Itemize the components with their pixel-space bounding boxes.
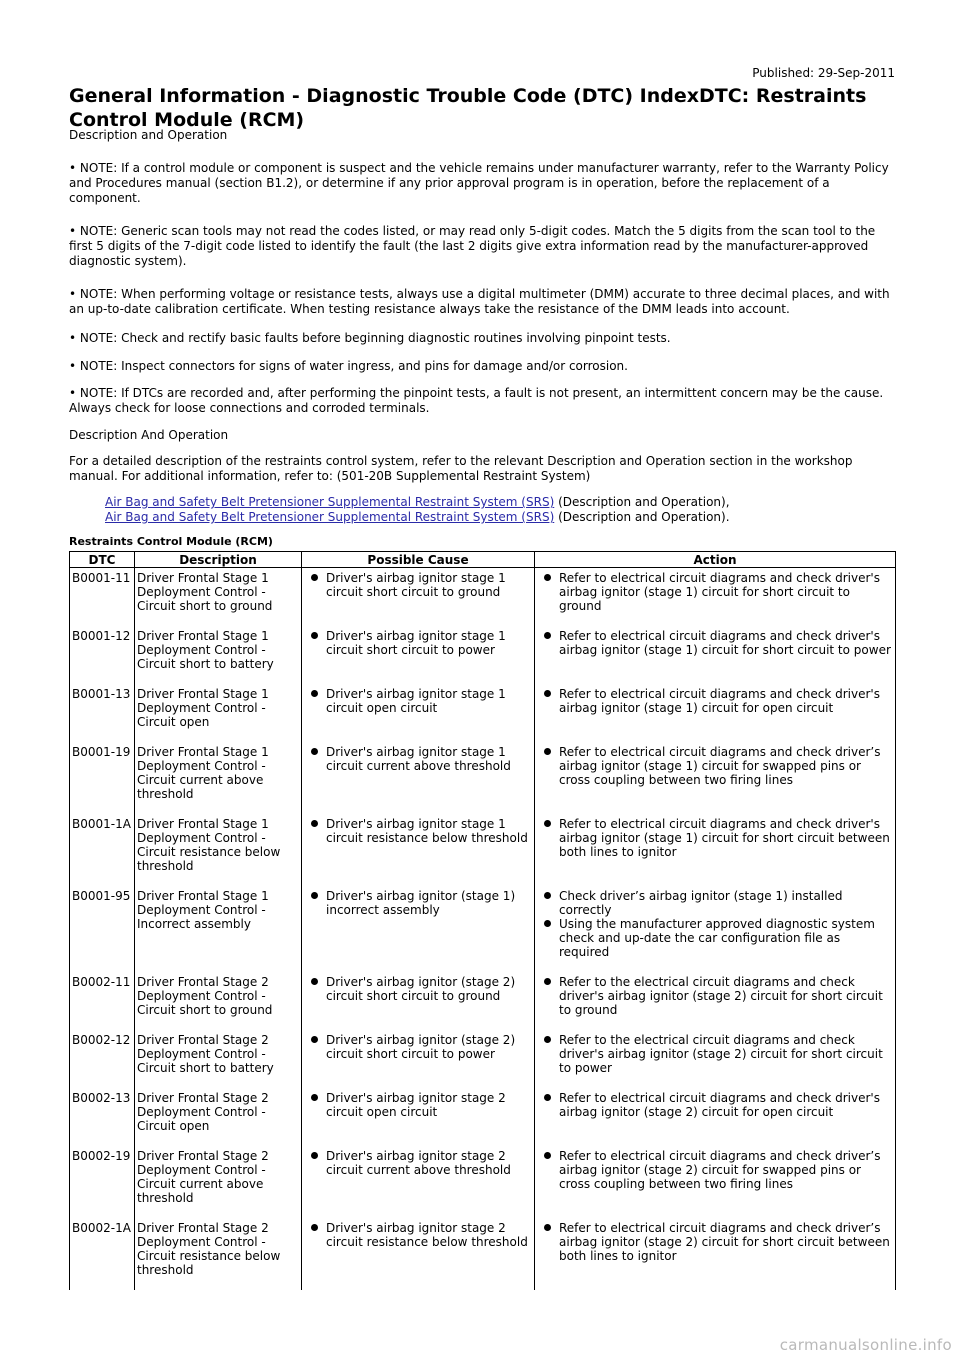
possible-cause-cell <box>302 1030 535 1088</box>
table-row <box>70 1030 896 1088</box>
dtc-description: Driver Frontal Stage 1 Deployment Control - Circuit short to battery <box>135 626 302 684</box>
note-basic-faults: • NOTE: Check and rectify basic faults before beginning diagnostic routines involving pinpoint tests. <box>69 331 671 345</box>
table-row <box>70 814 896 886</box>
note-connectors: • NOTE: Inspect connectors for signs of water ingress, and pins for damage and/or corrosion. <box>69 359 628 373</box>
action-cell <box>535 684 896 742</box>
table-row <box>70 568 896 627</box>
column-header-action: Action <box>535 552 896 568</box>
action-cell <box>535 1146 896 1218</box>
reference-line-1 <box>105 495 730 509</box>
action-list <box>537 629 893 657</box>
action-list <box>537 889 893 959</box>
possible-cause-cell <box>302 886 535 972</box>
dtc-code: B0001-11 <box>70 568 135 627</box>
dtc-code: B0001-19 <box>70 742 135 814</box>
dtc-description: Driver Frontal Stage 2 Deployment Control - Circuit short to battery <box>135 1030 302 1088</box>
action-item: Refer to electrical circuit diagrams and check driver's airbag ignitor (stage 1) circuit for open circuit <box>559 687 893 715</box>
cause-item: Driver's airbag ignitor (stage 2) circuit short circuit to power <box>326 1033 532 1061</box>
dtc-code: B0002-11 <box>70 972 135 1030</box>
dtc-code: B0002-13 <box>70 1088 135 1146</box>
description-heading: Description and Operation <box>69 128 228 142</box>
cause-list <box>304 745 532 773</box>
action-cell <box>535 626 896 684</box>
action-list <box>537 1033 893 1075</box>
cause-item: Driver's airbag ignitor stage 1 circuit open circuit <box>326 687 532 715</box>
dtc-description: Driver Frontal Stage 1 Deployment Control - Circuit current above threshold <box>135 742 302 814</box>
possible-cause-cell <box>302 742 535 814</box>
reference-suffix: (Description and Operation). <box>554 510 730 524</box>
possible-cause-cell <box>302 1146 535 1218</box>
cause-item: Driver's airbag ignitor stage 1 circuit short circuit to ground <box>326 571 532 599</box>
note-scan-tools: • NOTE: Generic scan tools may not read the codes listed, or may read only 5-digit codes. Match the 5 digits from the scan tool to the first 5 digits of the 7-digit code listed to identify the fault (the last 2 digits give extra information read by the manufacturer-approved diagnostic system). <box>69 224 876 268</box>
column-header-description: Description <box>135 552 302 568</box>
action-item: Refer to electrical circuit diagrams and check driver’s airbag ignitor (stage 2) circuit for swapped pins or cross coupling between two firing lines <box>559 1149 893 1191</box>
page-title: General Information - Diagnostic Trouble Code (DTC) IndexDTC: Restraints Control Module (RCM) <box>69 85 867 131</box>
cause-list <box>304 975 532 1003</box>
action-list <box>537 817 893 859</box>
action-item: Refer to electrical circuit diagrams and check driver’s airbag ignitor (stage 1) circuit for swapped pins or cross coupling between two firing lines <box>559 745 893 787</box>
action-list <box>537 571 893 613</box>
cause-list <box>304 817 532 845</box>
action-item: Refer to the electrical circuit diagrams and check driver's airbag ignitor (stage 2) circuit for short circuit to power <box>559 1033 893 1075</box>
action-list <box>537 1091 893 1119</box>
cause-item: Driver's airbag ignitor stage 2 circuit current above threshold <box>326 1149 532 1177</box>
srs-link[interactable]: Air Bag and Safety Belt Pretensioner Supplemental Restraint System (SRS) <box>105 495 555 509</box>
section-heading: Description And Operation <box>69 428 229 442</box>
dtc-code: B0002-1A <box>70 1218 135 1290</box>
action-list <box>537 1149 893 1191</box>
possible-cause-cell <box>302 684 535 742</box>
action-cell <box>535 886 896 972</box>
action-item: Check driver’s airbag ignitor (stage 1) installed correctly <box>559 889 893 917</box>
action-cell <box>535 742 896 814</box>
table-row <box>70 1218 896 1290</box>
possible-cause-cell <box>302 1088 535 1146</box>
column-header-possible-cause: Possible Cause <box>302 552 535 568</box>
note-dmm: • NOTE: When performing voltage or resistance tests, always use a digital multimeter (DMM) accurate to three decimal places, and with an up-to-date calibration certificate. When testing resistance always take the resistance of the DMM leads into account. <box>69 287 890 316</box>
cause-item: Driver's airbag ignitor stage 1 circuit short circuit to power <box>326 629 532 657</box>
table-row <box>70 972 896 1030</box>
dtc-description: Driver Frontal Stage 1 Deployment Control - Circuit short to ground <box>135 568 302 627</box>
action-cell <box>535 568 896 627</box>
cause-list <box>304 1221 532 1249</box>
action-list <box>537 745 893 787</box>
dtc-description: Driver Frontal Stage 1 Deployment Control - Circuit open <box>135 684 302 742</box>
cause-list <box>304 1091 532 1119</box>
action-item: Refer to the electrical circuit diagrams and check driver's airbag ignitor (stage 2) circuit for short circuit to ground <box>559 975 893 1017</box>
table-row <box>70 626 896 684</box>
action-cell <box>535 814 896 886</box>
cause-item: Driver's airbag ignitor stage 2 circuit open circuit <box>326 1091 532 1119</box>
action-cell <box>535 1030 896 1088</box>
table-row <box>70 1088 896 1146</box>
action-item: Refer to electrical circuit diagrams and check driver's airbag ignitor (stage 1) circuit for short circuit to power <box>559 629 893 657</box>
action-item: Refer to electrical circuit diagrams and check driver’s airbag ignitor (stage 2) circuit for short circuit between both lines to ignitor <box>559 1221 893 1263</box>
note-intermittent: • NOTE: If DTCs are recorded and, after performing the pinpoint tests, a fault is not present, an intermittent concern may be the cause. Always check for loose connections and corroded terminals. <box>69 386 884 415</box>
dtc-description: Driver Frontal Stage 2 Deployment Control - Circuit short to ground <box>135 972 302 1030</box>
reference-line-2 <box>105 510 730 524</box>
dtc-table <box>69 551 896 1290</box>
cause-list <box>304 889 532 917</box>
cause-item: Driver's airbag ignitor stage 1 circuit current above threshold <box>326 745 532 773</box>
dtc-code: B0001-1A <box>70 814 135 886</box>
possible-cause-cell <box>302 814 535 886</box>
cause-item: Driver's airbag ignitor (stage 1) incorrect assembly <box>326 889 532 917</box>
cause-list <box>304 1033 532 1061</box>
dtc-description: Driver Frontal Stage 2 Deployment Control - Circuit current above threshold <box>135 1146 302 1218</box>
dtc-code: B0002-19 <box>70 1146 135 1218</box>
action-cell <box>535 1088 896 1146</box>
table-row <box>70 742 896 814</box>
published-date: Published: 29-Sep-2011 <box>752 66 895 80</box>
action-cell <box>535 1218 896 1290</box>
action-cell <box>535 972 896 1030</box>
cause-list <box>304 687 532 715</box>
possible-cause-cell <box>302 1218 535 1290</box>
column-header-dtc: DTC <box>70 552 135 568</box>
possible-cause-cell <box>302 626 535 684</box>
cause-item: Driver's airbag ignitor stage 1 circuit resistance below threshold <box>326 817 532 845</box>
dtc-code: B0001-95 <box>70 886 135 972</box>
cause-list <box>304 1149 532 1177</box>
dtc-description: Driver Frontal Stage 2 Deployment Control - Circuit open <box>135 1088 302 1146</box>
table-title: Restraints Control Module (RCM) <box>69 535 273 548</box>
action-list <box>537 1221 893 1263</box>
dtc-description: Driver Frontal Stage 2 Deployment Control - Circuit resistance below threshold <box>135 1218 302 1290</box>
dtc-code: B0001-12 <box>70 626 135 684</box>
section-paragraph: For a detailed description of the restraints control system, refer to the relevant Description and Operation section in the workshop manual. For additional information, refer to: (501-20B Supplemental Restraint System) <box>69 454 853 483</box>
srs-link[interactable]: Air Bag and Safety Belt Pretensioner Supplemental Restraint System (SRS) <box>105 510 555 524</box>
possible-cause-cell <box>302 972 535 1030</box>
possible-cause-cell <box>302 568 535 627</box>
cause-item: Driver's airbag ignitor (stage 2) circuit short circuit to ground <box>326 975 532 1003</box>
action-item: Refer to electrical circuit diagrams and check driver's airbag ignitor (stage 2) circuit for open circuit <box>559 1091 893 1119</box>
action-item: Refer to electrical circuit diagrams and check driver's airbag ignitor (stage 1) circuit for short circuit between both lines to ignitor <box>559 817 893 859</box>
reference-suffix: (Description and Operation), <box>554 495 730 509</box>
table-row <box>70 886 896 972</box>
action-list <box>537 975 893 1017</box>
dtc-code: B0002-12 <box>70 1030 135 1088</box>
action-item: Using the manufacturer approved diagnostic system check and up-date the car configuration file as required <box>559 917 893 959</box>
cause-list <box>304 571 532 599</box>
cause-item: Driver's airbag ignitor stage 2 circuit resistance below threshold <box>326 1221 532 1249</box>
action-list <box>537 687 893 715</box>
action-item: Refer to electrical circuit diagrams and check driver's airbag ignitor (stage 1) circuit for short circuit to ground <box>559 571 893 613</box>
table-row <box>70 684 896 742</box>
dtc-description: Driver Frontal Stage 1 Deployment Control - Incorrect assembly <box>135 886 302 972</box>
dtc-description: Driver Frontal Stage 1 Deployment Control - Circuit resistance below threshold <box>135 814 302 886</box>
dtc-table-body <box>70 568 896 1291</box>
cause-list <box>304 629 532 657</box>
watermark: carmanualsonline.info <box>779 1336 952 1354</box>
dtc-code: B0001-13 <box>70 684 135 742</box>
note-warranty: • NOTE: If a control module or component is suspect and the vehicle remains under manufacturer warranty, refer to the Warranty Policy and Procedures manual (section B1.2), or determine if any prior approval program is in operation, before the replacement of a component. <box>69 161 889 205</box>
table-row <box>70 1146 896 1218</box>
